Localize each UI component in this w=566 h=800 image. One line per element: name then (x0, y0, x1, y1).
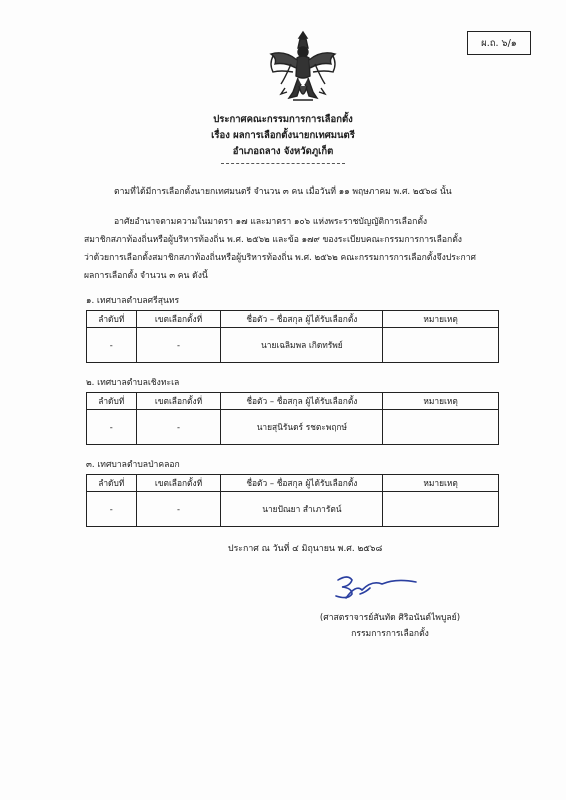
handwritten-signature (332, 572, 422, 604)
intro-paragraph: ตามที่ได้มีการเลือกตั้งนายกเทศมนตรี จำนวน ๓ คน เมื่อวันที่ ๑๑ พฤษภาคม พ.ศ. ๒๕๖๘ นั้น (114, 187, 452, 197)
cell-district: - (136, 492, 221, 527)
table-header-row (87, 311, 499, 328)
header-name: ชื่อตัว – ชื่อสกุล ผู้ได้รับเลือกตั้ง (221, 475, 383, 492)
header-remark: หมายเหตุ (383, 311, 499, 328)
header-remark: หมายเหตุ (383, 475, 499, 492)
header-district: เขตเลือกตั้งที่ (136, 393, 221, 410)
results-table-3 (86, 474, 499, 527)
table-header-row (87, 393, 499, 410)
cell-order: - (87, 410, 137, 445)
header-order: ลำดับที่ (87, 475, 137, 492)
garuda-emblem-icon (263, 28, 343, 108)
header-line-1: ประกาศคณะกรรมการการเลือกตั้ง (213, 114, 353, 125)
header-order: ลำดับที่ (87, 311, 137, 328)
authority-paragraph-line-2: สมาชิกสภาท้องถิ่นหรือผู้บริหารท้องถิ่น พ.ศ. ๒๕๖๒ และข้อ ๑๗๙ ของระเบียบคณะกรรมการการเลือกตั้ง (84, 235, 462, 245)
cell-name: นายเฉลิมพล เกิดทรัพย์ (221, 328, 383, 363)
header-district: เขตเลือกตั้งที่ (136, 475, 221, 492)
announcement-header (0, 112, 566, 164)
form-code-box: ผ.ถ. ๖/๑ (467, 31, 531, 55)
signer-block (280, 610, 500, 642)
header-line-2: เรื่อง ผลการเลือกตั้งนายกเทศมนตรี (211, 130, 355, 141)
signer-name: (ศาสตราจารย์สันทัด ศิริอนันต์ไพบูลย์) (319, 613, 461, 623)
table-row (87, 492, 499, 527)
header-line-3: อำเภอถลาง จังหวัดภูเก็ต (232, 146, 334, 157)
results-table-2 (86, 392, 499, 445)
header-name: ชื่อตัว – ชื่อสกุล ผู้ได้รับเลือกตั้ง (221, 393, 383, 410)
cell-remark (383, 410, 499, 445)
cell-name: นายสุนิรันดร์ รชตะพฤกษ์ (221, 410, 383, 445)
authority-paragraph-line-1: อาศัยอำนาจตามความในมาตรา ๑๗ และมาตรา ๑๐๖ แห่งพระราชบัญญัติการเลือกตั้ง (114, 217, 428, 227)
header-order: ลำดับที่ (87, 393, 137, 410)
header-remark: หมายเหตุ (383, 393, 499, 410)
authority-paragraph-line-3: ว่าด้วยการเลือกตั้งสมาชิกสภาท้องถิ่นหรือผู้บริหารท้องถิ่น พ.ศ. ๒๕๖๒ คณะกรรมการการเลือกตั้งจึงประกาศ (84, 253, 476, 263)
section-title-3: ๓. เทศบาลตำบลป่าคลอก (86, 460, 180, 470)
header-name: ชื่อตัว – ชื่อสกุล ผู้ได้รับเลือกตั้ง (221, 311, 383, 328)
cell-name: นายปัณยา สำเภารัตน์ (221, 492, 383, 527)
header-district: เขตเลือกตั้งที่ (136, 311, 221, 328)
cell-district: - (136, 410, 221, 445)
section-title-2: ๒. เทศบาลตำบลเชิงทะเล (86, 378, 180, 388)
cell-order: - (87, 328, 137, 363)
cell-remark (383, 328, 499, 363)
cell-order: - (87, 492, 137, 527)
cell-remark (383, 492, 499, 527)
announcement-date: ประกาศ ณ วันที่ ๔ มิถุนายน พ.ศ. ๒๕๖๘ (228, 544, 383, 554)
table-row (87, 328, 499, 363)
signer-position: กรรมการการเลือกตั้ง (351, 629, 429, 639)
results-table-1 (86, 310, 499, 363)
section-title-1: ๑. เทศบาลตำบลศรีสุนทร (86, 296, 180, 306)
table-row (87, 410, 499, 445)
header-divider (221, 163, 345, 164)
authority-paragraph-line-4: ผลการเลือกตั้ง จำนวน ๓ คน ดังนี้ (84, 271, 208, 281)
table-header-row (87, 475, 499, 492)
cell-district: - (136, 328, 221, 363)
